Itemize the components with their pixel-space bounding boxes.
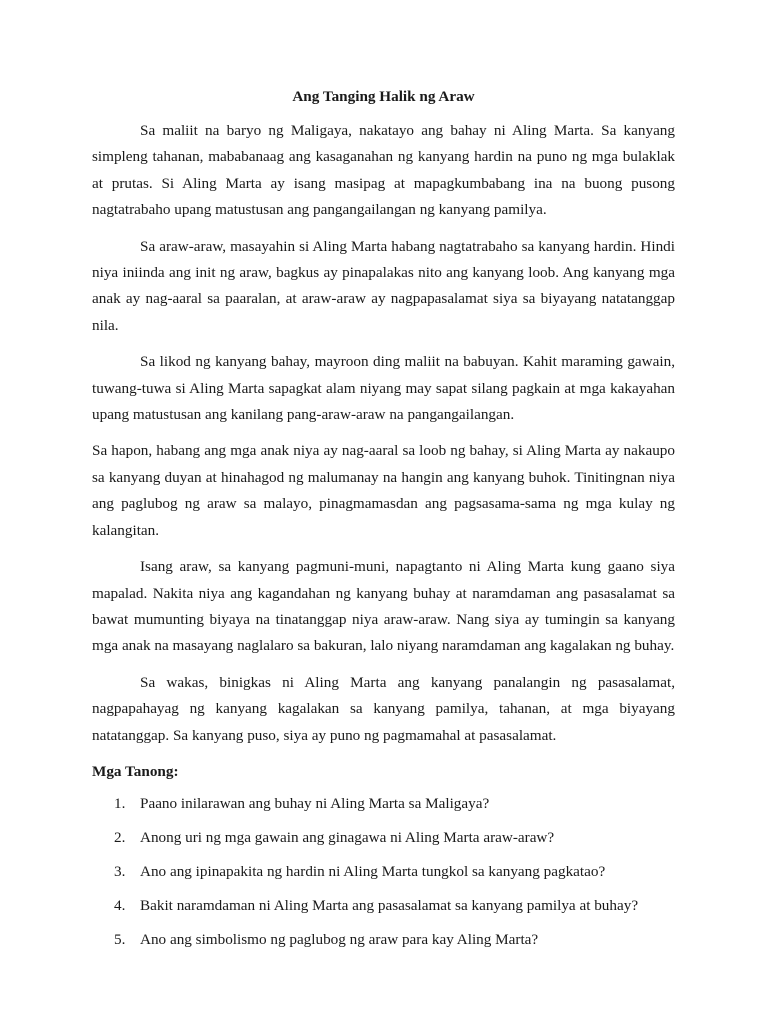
question-number: 5. bbox=[114, 930, 126, 948]
question-text: Anong uri ng mga gawain ang ginagawa ni Aling Marta araw-araw? bbox=[140, 828, 555, 846]
question-item bbox=[92, 859, 675, 893]
question-text: Ano ang simbolismo ng paglubog ng araw para kay Aling Marta? bbox=[140, 930, 539, 948]
question-text: Bakit naramdaman ni Aling Marta ang pasasalamat sa kanyang pamilya at buhay? bbox=[140, 896, 639, 914]
question-text: Ano ang ipinapakita ng hardin ni Aling Marta tungkol sa kanyang pagkatao? bbox=[140, 862, 606, 880]
paragraph-2: Sa araw-araw, masayahin si Aling Marta habang nagtatrabaho sa kanyang hardin. Hindi niya iniinda ang init ng araw, bagkus ay pinapalakas nito ang kanyang loob. Ang kanyang mga anak ay nag-aaral sa paaralan, at araw-araw ay nagpapasalamat siya sa biyayang natatanggap nila. bbox=[92, 237, 675, 334]
document-title: Ang Tanging Halik ng Araw bbox=[292, 88, 475, 105]
question-number: 4. bbox=[114, 896, 126, 914]
question-item bbox=[92, 791, 675, 825]
questions-heading: Mga Tanong: bbox=[92, 762, 179, 780]
questions-list bbox=[92, 791, 675, 961]
question-item bbox=[92, 893, 675, 927]
paragraph-6: Sa wakas, binigkas ni Aling Marta ang kanyang panalangin ng pasasalamat, nagpapahayag ng kanyang kagalakan sa kanyang pamilya, tahanan, at mga biyayang natatanggap. Sa kanyang puso, siya ay puno ng pagmamahal at pasasalamat. bbox=[92, 673, 675, 744]
question-number: 2. bbox=[114, 828, 126, 846]
question-item bbox=[92, 927, 675, 961]
question-number: 1. bbox=[114, 794, 126, 812]
question-item bbox=[92, 825, 675, 859]
paragraph-4: Sa hapon, habang ang mga anak niya ay nag-aaral sa loob ng bahay, si Aling Marta ay nakaupo sa kanyang duyan at hinahagod ng malumanay na hangin ang kanyang buhok. Tinitingnan niya ang paglubog ng araw sa malayo, pinagmamasdan ang pagsasama-sama ng mga kulay ng kalangitan. bbox=[92, 442, 675, 539]
question-number: 3. bbox=[114, 862, 126, 880]
paragraph-5: Isang araw, sa kanyang pagmuni-muni, napagtanto ni Aling Marta kung gaano siya mapalad. Nakita niya ang kagandahan ng kanyang buhay at naramdaman ang pasasalamat sa bawat mumunting biyaya na tinatanggap niya araw-araw. Nang siya ay tumingin sa kanyang mga anak na masayang naglalaro sa bakuran, lalo niyang naramdaman ang kagalakan ng buhay. bbox=[92, 558, 675, 655]
paragraph-1: Sa maliit na baryo ng Maligaya, nakatayo ang bahay ni Aling Marta. Sa kanyang simpleng tahanan, mababanaag ang kasaganahan ng kanyang hardin na puno ng mga bulaklak at prutas. Si Aling Marta ay isang masipag at mapagkumbabang ina na buong pusong nagtatrabaho upang matustusan ang pangangailangan ng kanyang pamilya. bbox=[92, 122, 675, 219]
document-body bbox=[92, 86, 675, 961]
question-text: Paano inilarawan ang buhay ni Aling Marta sa Maligaya? bbox=[140, 794, 490, 812]
paragraph-3: Sa likod ng kanyang bahay, mayroon ding maliit na babuyan. Kahit maraming gawain, tuwang-tuwa si Aling Marta sapagkat alam niyang may sapat silang pagkain at mga kakayahan upang matustusan ang kanilang pang-araw-araw na pangangailangan. bbox=[92, 353, 675, 424]
